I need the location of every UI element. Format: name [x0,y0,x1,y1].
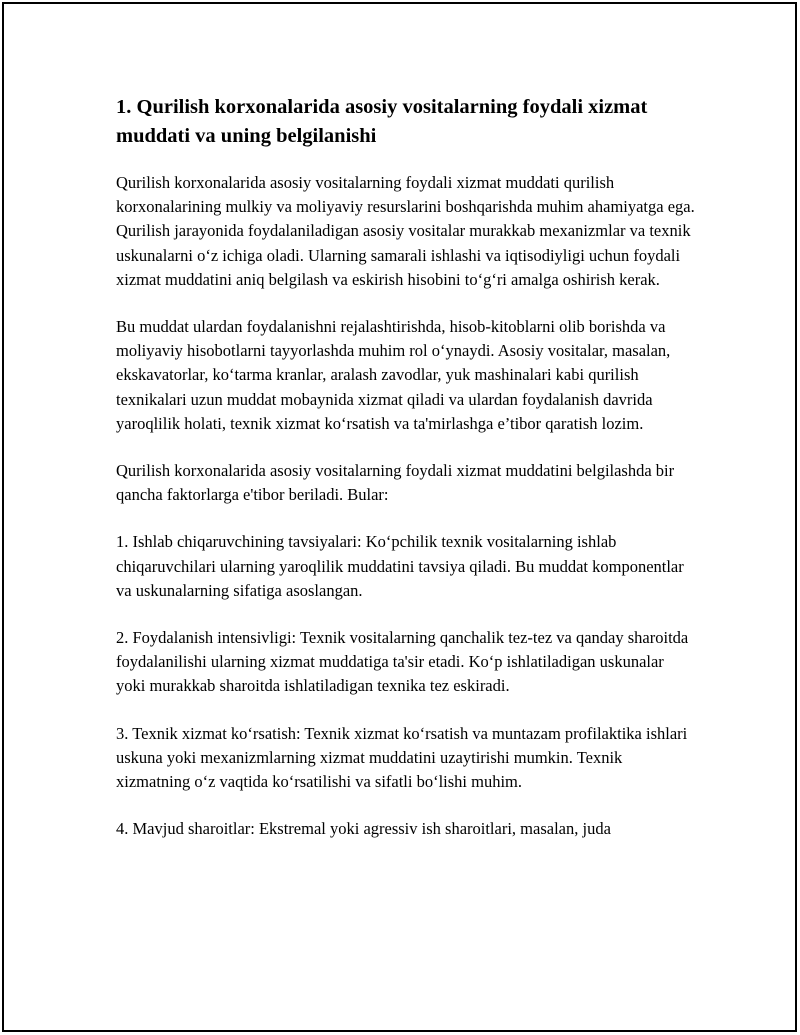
paragraph-usage: Bu muddat ulardan foydalanishni rejalashtirishda, hisob-kitoblarni olib borishda va moliyaviy hisobotlarni tayyorlashda muhim rol o‘ynaydi. Asosiy vositalar, masalan, ekskavatorlar, ko‘tarma kranlar, aralash zavodlar, yuk mashinalari kabi qurilish texnikalari uzun muddat mobaynida xizmat qiladi va ulardan foydalanish davrida yaroqlilik holati, texnik xizmat ko‘rsatish va ta'mirlashga e’tibor qaratish lozim. [116,317,671,433]
paragraph-intro: Qurilish korxonalarida asosiy vositalarning foydali xizmat muddati qurilish korxonalarining mulkiy va moliyaviy resurslarini boshqarishda muhim ahamiyatga ega. Qurilish jarayonida foydalaniladigan asosiy vositalar murakkab mexanizmlar va texnik uskunalarni o‘z ichiga oladi. Ularning samarali ishlashi va iqtisodiyligi uchun foydali xizmat muddatini aniq belgilash va eskirish hisobini to‘g‘ri amalga oshirish kerak. [116,173,695,289]
list-item-manufacturer: 1. Ishlab chiqaruvchining tavsiyalari: Ko‘pchilik texnik vositalarning ishlab chiqaruvchilari ularning yaroqlilik muddatini tavsiya qiladi. Bu muddat komponentlar va uskunalarning sifatiga asoslangan. [116,532,684,600]
list-item-intensity: 2. Foydalanish intensivligi: Texnik vositalarning qanchalik tez-tez va qanday sharoitda foydalanilishi ularning xizmat muddatiga ta'sir etadi. Ko‘p ishlatiladigan uskunalar yoki murakkab sharoitda ishlatiladigan texnika tez eskiradi. [116,628,689,696]
list-item-conditions: 4. Mavjud sharoitlar: Ekstremal yoki agressiv ish sharoitlari, masalan, juda [116,819,611,839]
section-heading: 1. Qurilish korxonalarida asosiy vositalarning foydali xizmat muddati va uning belgilanishi [116,96,648,147]
paragraph-factors-intro: Qurilish korxonalarida asosiy vositalarning foydali xizmat muddatini belgilashda bir qancha faktorlarga e'tibor beriladi. Bular: [116,461,675,505]
document-body [116,93,696,864]
list-item-maintenance: 3. Texnik xizmat ko‘rsatish: Texnik xizmat ko‘rsatish va muntazam profilaktika ishlari uskuna yoki mexanizmlarning xizmat muddatini uzaytirishi mumkin. Texnik xizmatning o‘z vaqtida ko‘rsatilishi va sifatli bo‘lishi muhim. [116,723,688,792]
